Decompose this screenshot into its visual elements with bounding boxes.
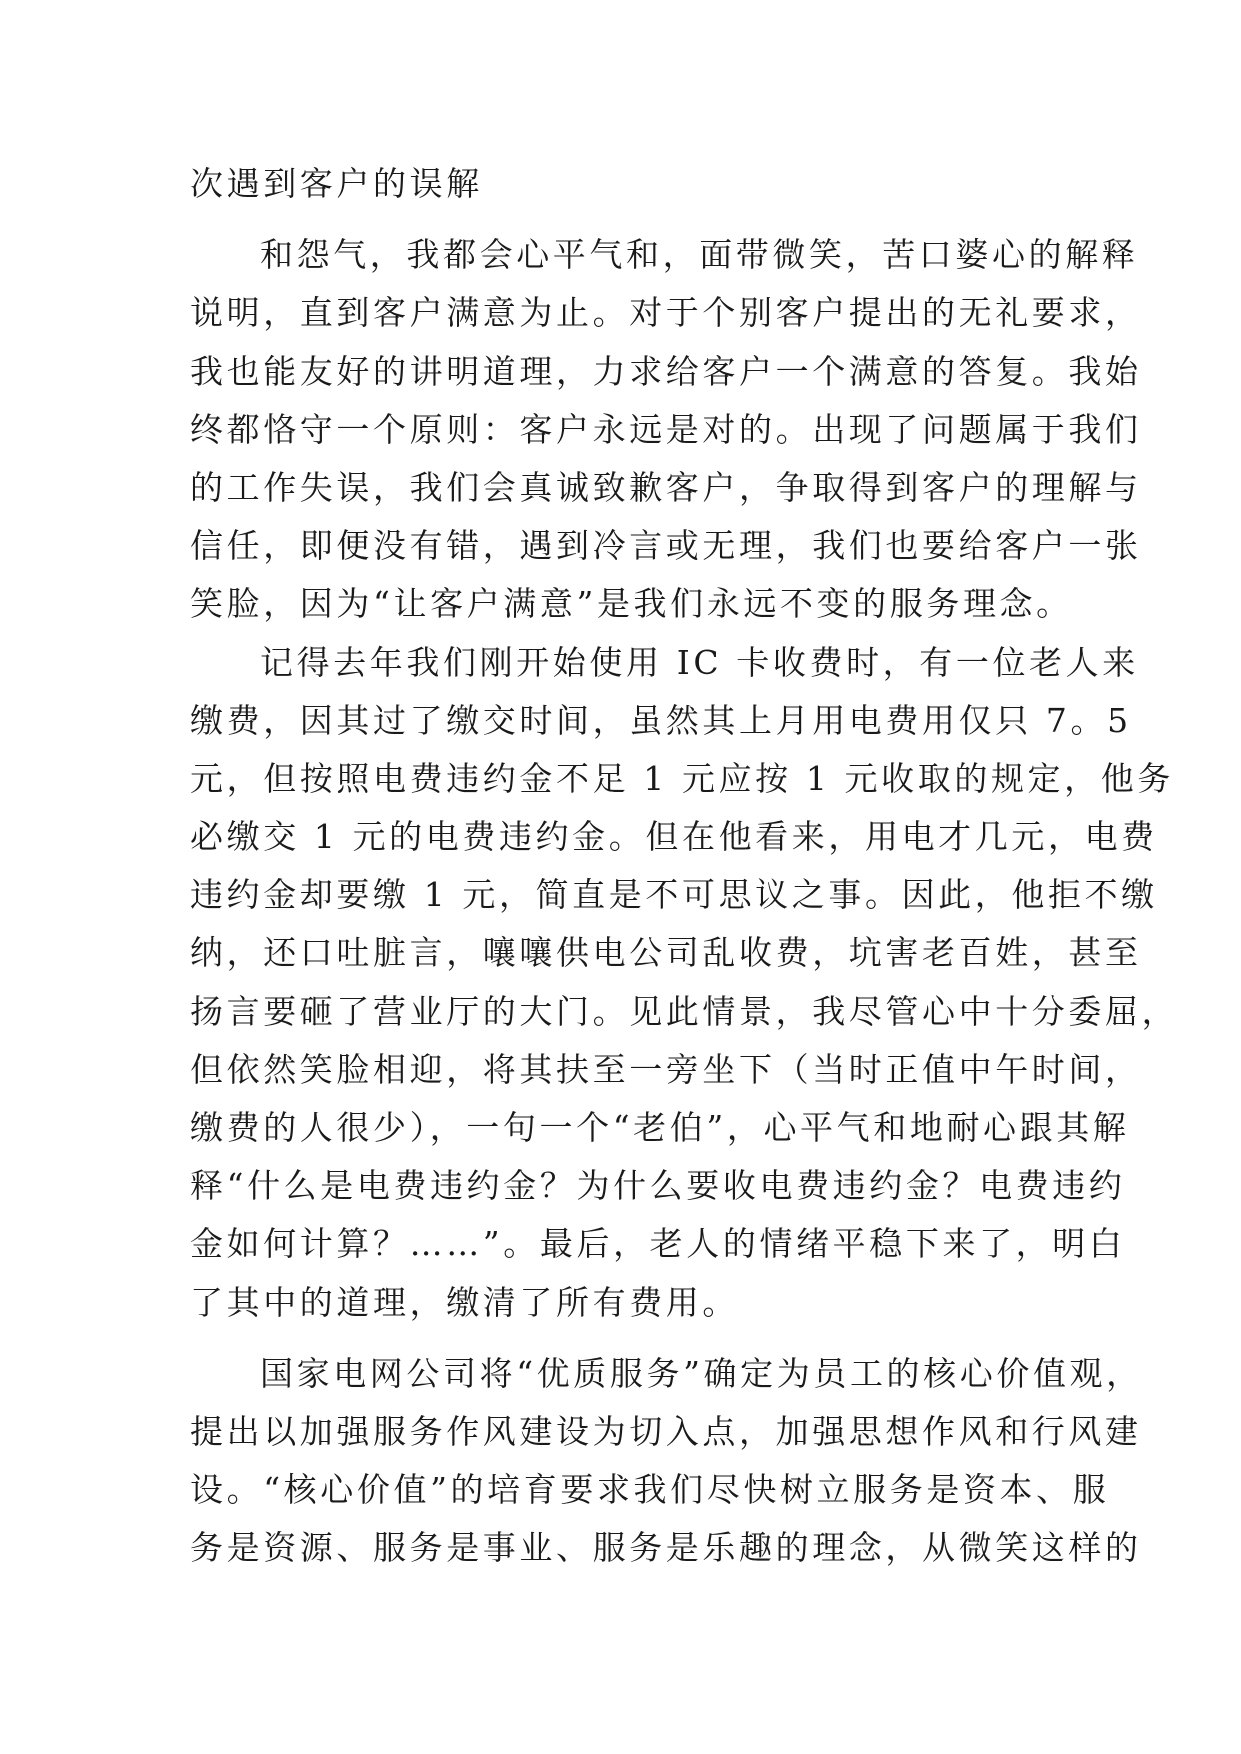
text-line: 但依然笑脸相迎，将其扶至一旁坐下（当时正值中午时间， xyxy=(190,1049,1142,1089)
text-line: 终都恪守一个原则：客户永远是对的。出现了问题属于我们 xyxy=(190,409,1142,449)
document-body xyxy=(190,155,1179,1578)
text-line: 释“什么是电费违约金？为什么要收电费违约金？电费违约 xyxy=(190,1166,1126,1206)
text-line: 设。“核心价值”的培育要求我们尽快树立服务是资本、服 xyxy=(190,1470,1110,1510)
text-line: 违约金却要缴 1 元，简直是不可思议之事。因此，他拒不缴 xyxy=(190,875,1158,915)
text-line: 务是资源、服务是事业、服务是乐趣的理念，从微笑这样的 xyxy=(190,1528,1142,1568)
text-line: 了其中的道理，缴清了所有费用。 xyxy=(190,1282,739,1322)
text-line: 必缴交 1 元的电费违约金。但在他看来，用电才几元，电费 xyxy=(190,817,1158,857)
text-line: 笑脸，因为“让客户满意”是我们永远不变的服务理念。 xyxy=(190,584,1073,624)
text-line: 的工作失误，我们会真诚致歉客户，争取得到客户的理解与 xyxy=(190,467,1142,507)
text-line: 说明，直到客户满意为止。对于个别客户提出的无礼要求， xyxy=(190,293,1142,333)
text-line: 扬言要砸了营业厅的大门。见此情景，我尽管心中十分委屈， xyxy=(190,991,1179,1031)
text-line: 信任，即便没有错，遇到冷言或无理，我们也要给客户一张 xyxy=(190,526,1142,566)
text-line: 缴费的人很少），一句一个“老伯”，心平气和地耐心跟其解 xyxy=(190,1108,1130,1147)
text-line: 元，但按照电费违约金不足 1 元应按 1 元收取的规定，他务 xyxy=(190,758,1174,798)
text-line: 纳，还口吐脏言，嚷嚷供电公司乱收费，坑害老百姓，甚至 xyxy=(190,933,1142,973)
text-line: 次遇到客户的误解 xyxy=(190,164,483,203)
text-line: 金如何计算？……”。最后，老人的情绪平稳下来了，明白 xyxy=(190,1224,1126,1264)
text-line: 我也能友好的讲明道理，力求给客户一个满意的答复。我始 xyxy=(190,351,1142,391)
text-line: 提出以加强服务作风建设为切入点，加强思想作风和行风建 xyxy=(190,1411,1142,1451)
text-line: 缴费，因其过了缴交时间，虽然其上月用电费用仅只 7。5 xyxy=(190,700,1132,740)
text-line: 国家电网公司将“优质服务”确定为员工的核心价值观， xyxy=(260,1353,1143,1393)
text-line: 和怨气，我都会心平气和，面带微笑，苦口婆心的解释 xyxy=(260,235,1139,275)
text-line: 记得去年我们刚开始使用 IC 卡收费时，有一位老人来 xyxy=(260,642,1139,682)
